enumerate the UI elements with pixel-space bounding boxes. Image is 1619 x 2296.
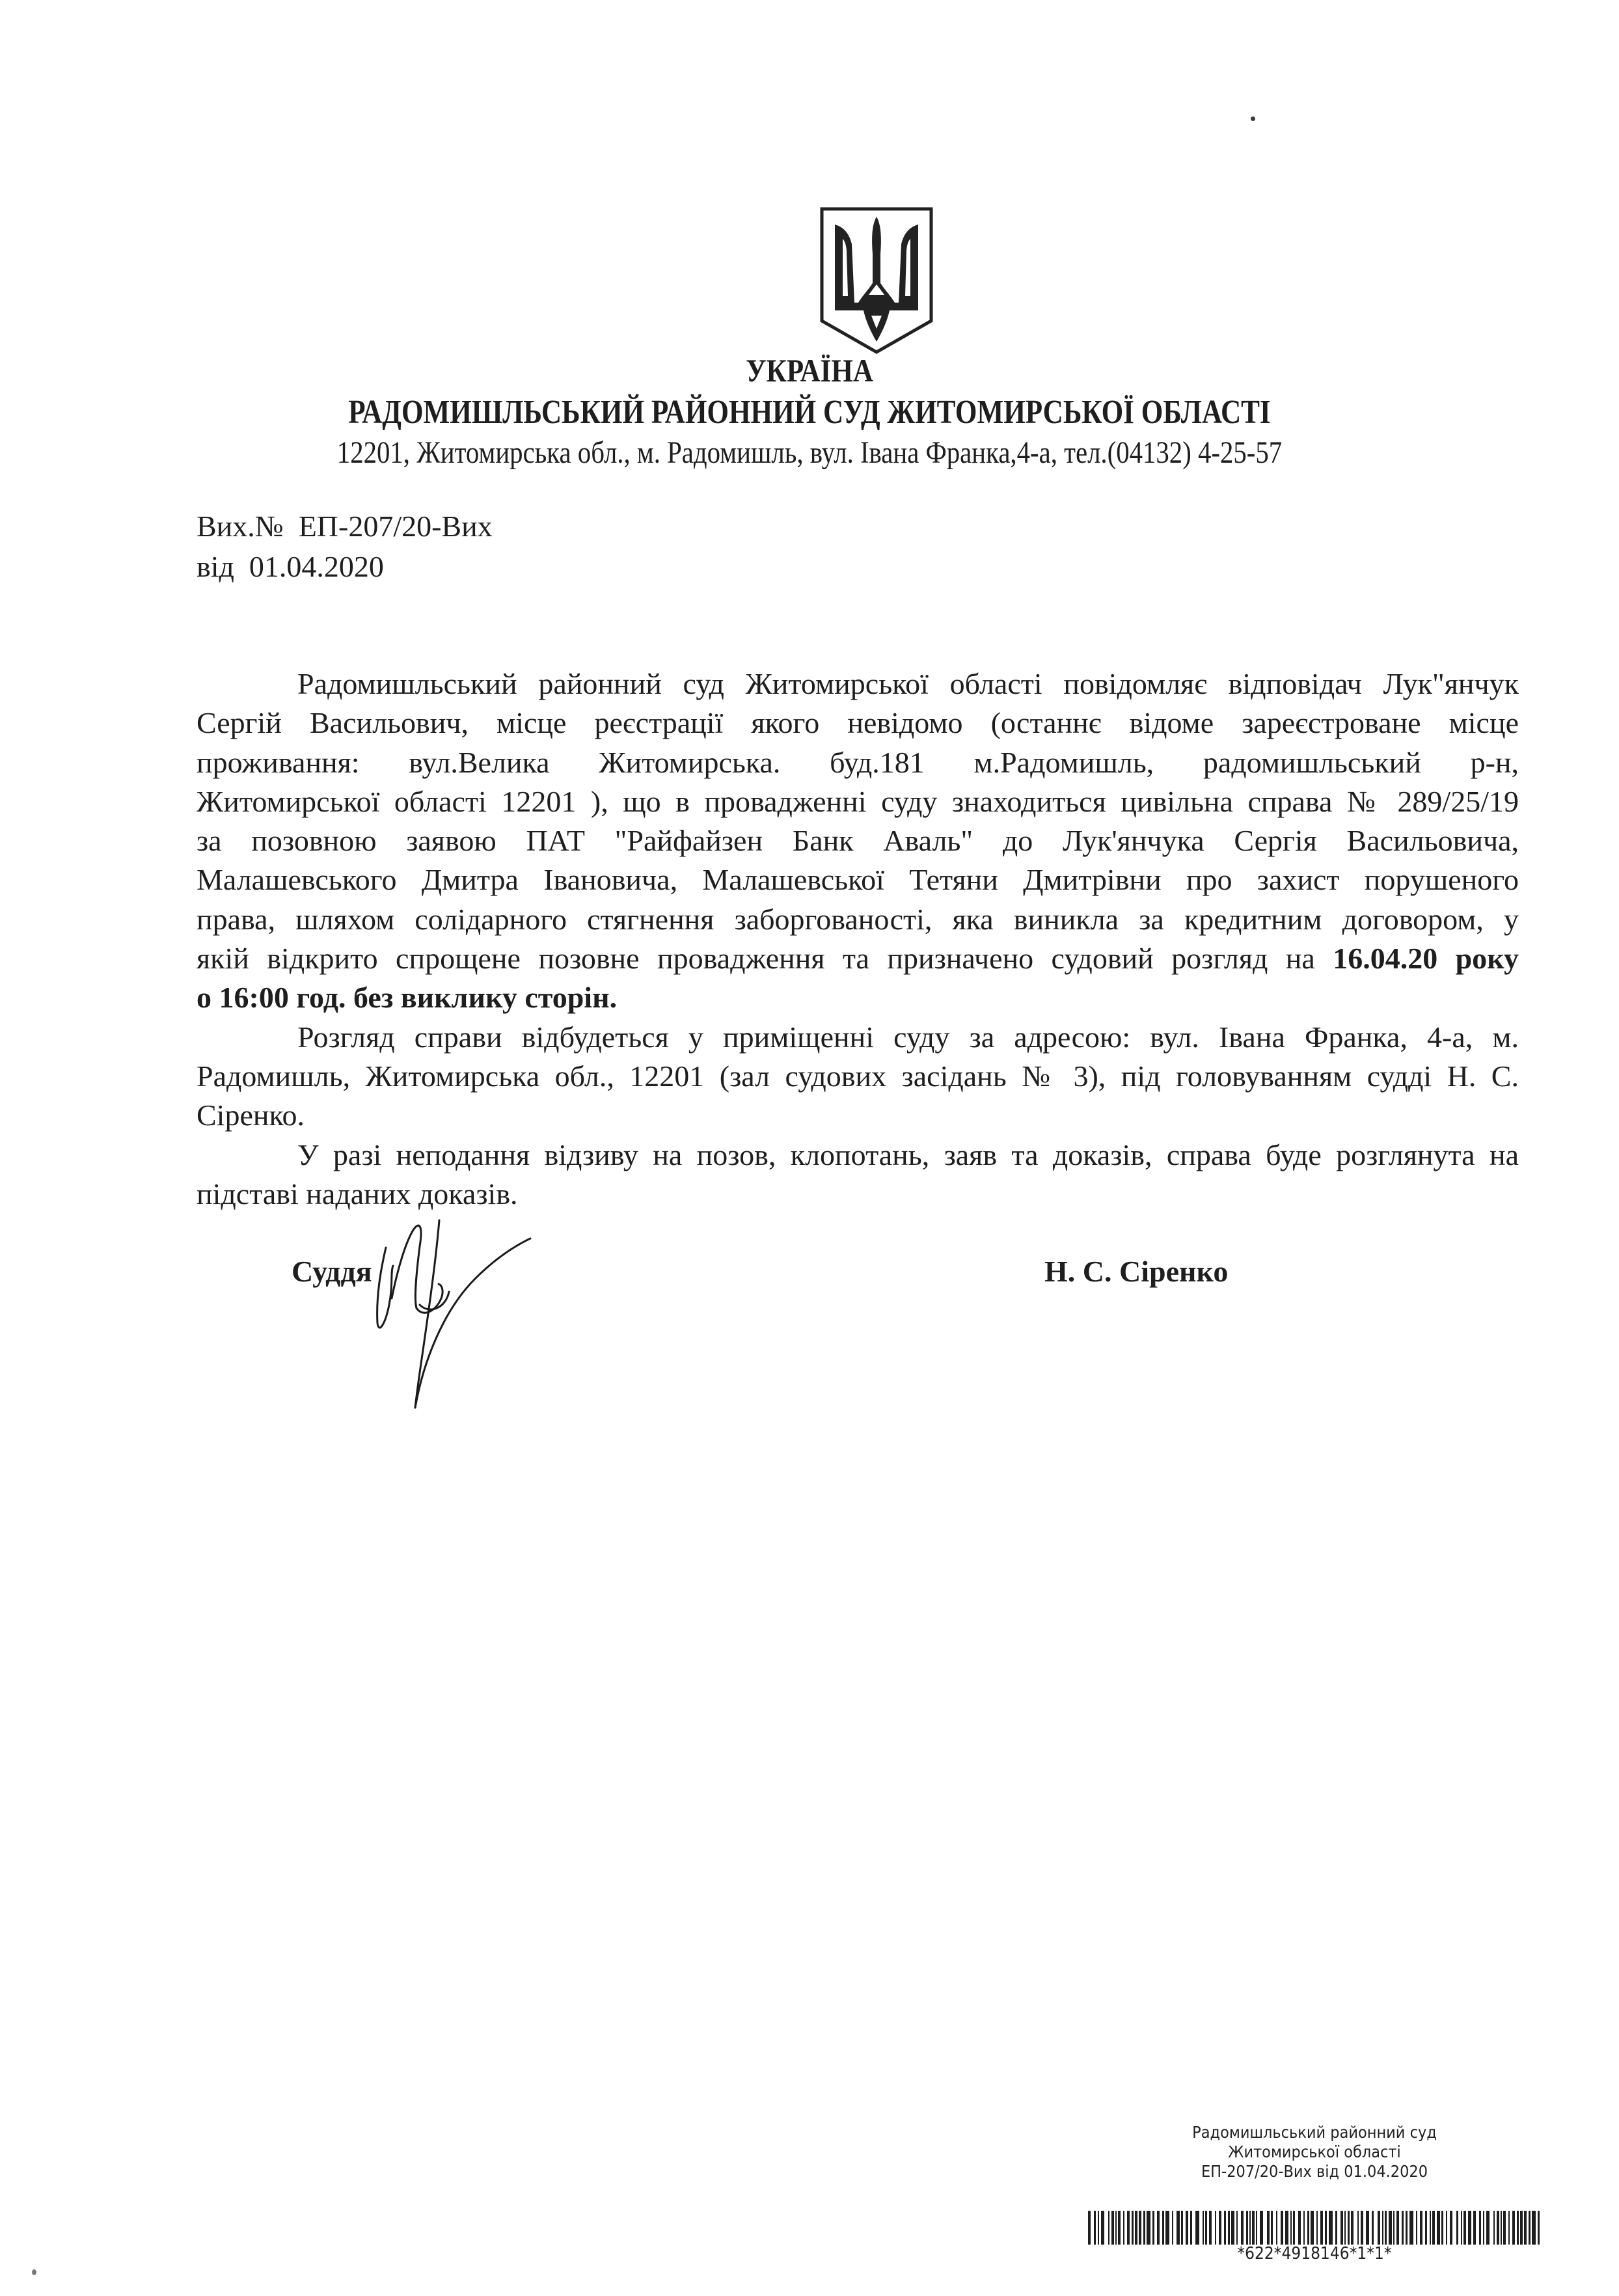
- barcode-bar: [1538, 2211, 1540, 2245]
- barcode-bar: [1123, 2211, 1124, 2245]
- barcode-bar: [1127, 2211, 1130, 2245]
- scan-speck: [1251, 116, 1255, 121]
- barcode-bar: [1503, 2211, 1506, 2245]
- barcode-bar: [1260, 2211, 1263, 2245]
- barcode-bar: [1508, 2211, 1510, 2245]
- barcode-bar: [1493, 2211, 1495, 2245]
- barcode-bar: [1344, 2211, 1346, 2245]
- registration-stamp: [1080, 2123, 1549, 2181]
- body-line: Сергій Васильович, місце реєстрації якого невідомо (останнє відоме зареєстроване місце: [197, 706, 1519, 740]
- body-line: за позовною заявою ПАТ "Райфайзен Банк Аваль" до Лук'янчука Сергія Васильовича,: [197, 824, 1519, 858]
- handwritten-signature-icon: [351, 1201, 586, 1409]
- barcode-bar: [1389, 2211, 1392, 2245]
- barcode-bar: [1147, 2211, 1150, 2245]
- body-line: Радомишльський районний суд Житомирської області повідомляє відповідач Лук"янчук: [297, 667, 1519, 700]
- barcode-bar: [1441, 2211, 1443, 2245]
- barcode-bar: [1249, 2211, 1251, 2245]
- judge-name: Н. С. Сіренко: [1044, 1255, 1229, 1288]
- outgoing-date: від 01.04.2020: [197, 550, 384, 583]
- barcode-bar: [1111, 2211, 1114, 2245]
- barcode-bar: [1501, 2211, 1502, 2245]
- hearing-date: 16.04.20 року: [1333, 942, 1519, 976]
- barcode-bar: [1409, 2211, 1413, 2245]
- body-line: Радомишль, Житомирська обл., 12201 (зал судових засідань № 3), під головуванням судді Н. С.: [197, 1059, 1519, 1093]
- barcode-bar: [1524, 2211, 1527, 2245]
- barcode-bar: [1425, 2211, 1427, 2245]
- coat-of-arms-icon: [818, 205, 935, 355]
- barcode-bar: [1420, 2211, 1422, 2245]
- judge-label: Суддя: [292, 1255, 372, 1288]
- country-heading: УКРАЇНА: [746, 352, 873, 389]
- barcode-bar: [1215, 2211, 1216, 2245]
- signature-block: [0, 1240, 1619, 1402]
- barcode-bar: [1473, 2211, 1476, 2245]
- barcode-bar: [1307, 2211, 1309, 2245]
- barcode-bar: [1108, 2211, 1109, 2245]
- hearing-time: о 16:00 год. без виклику сторін.: [197, 981, 618, 1015]
- barcode-bar: [1393, 2211, 1395, 2245]
- barcode-bar: [1486, 2211, 1490, 2245]
- barcode-bar: [1378, 2211, 1380, 2245]
- barcode-bar: [1190, 2211, 1192, 2245]
- barcode-bar: [1340, 2211, 1343, 2245]
- body-line: [197, 978, 1519, 1017]
- barcode-bar: [1118, 2211, 1121, 2245]
- barcode-bar: [1298, 2211, 1301, 2245]
- body-line: У разі неподання відзиву на позов, клопотань, заяв та доказів, справа буде розглянута на: [297, 1138, 1519, 1171]
- barcode-number: *622*4918146*1*1*: [1237, 2244, 1392, 2263]
- scan-speck: [32, 2269, 36, 2275]
- barcode-bar: [1135, 2211, 1137, 2245]
- barcode-bar: [1143, 2211, 1145, 2245]
- barcode-bar: [1520, 2211, 1523, 2245]
- barcode-bar: [1252, 2211, 1255, 2245]
- barcode-bar: [1320, 2211, 1323, 2245]
- barcode-bar: [1463, 2211, 1466, 2245]
- barcode-bar: [1276, 2211, 1277, 2245]
- barcode-bar: [1224, 2211, 1226, 2245]
- body-line: проживання: вул.Велика Житомирська. буд.181 м.Радомишль, радомишльський р-н,: [197, 745, 1519, 779]
- outgoing-number: Вих.№ ЕП-207/20-Вих: [197, 510, 493, 543]
- barcode-bar: [1219, 2211, 1221, 2245]
- barcode-bar: [1366, 2211, 1369, 2245]
- barcode-bar: [1456, 2211, 1458, 2245]
- barcode-bar: [1483, 2211, 1484, 2245]
- barcode-bar: [1479, 2211, 1481, 2245]
- barcode-bar: [1181, 2211, 1183, 2245]
- barcode-bar: [1396, 2211, 1399, 2245]
- barcode-bar: [1195, 2211, 1199, 2245]
- stamp-court-line: Радомишльський районний суд: [1192, 2123, 1437, 2142]
- barcode-bar: [1205, 2211, 1207, 2245]
- barcode-bar: [1450, 2211, 1452, 2245]
- barcode-bar: [1098, 2211, 1099, 2245]
- court-address: 12201, Житомирська обл., м. Радомишль, вул. Івана Франка,4-а, тел.(04132) 4-25-57: [336, 435, 1283, 470]
- barcode-bar: [1152, 2211, 1154, 2245]
- barcode-bar: [1203, 2211, 1204, 2245]
- barcode-bar: [1497, 2211, 1499, 2245]
- barcode-bar: [1446, 2211, 1447, 2245]
- body-line: Малашевського Дмитра Івановича, Малашевської Тетяни Дмитрівни про захист порушеного: [197, 863, 1519, 897]
- barcode-bar: [1357, 2211, 1359, 2245]
- barcode-icon: [1088, 2211, 1541, 2245]
- barcode-bar: [1271, 2211, 1273, 2245]
- barcode-bar: [1461, 2211, 1462, 2245]
- letter-body: [197, 664, 1519, 1214]
- body-line: підставі наданих доказів.: [197, 1177, 518, 1210]
- barcode-bar: [1139, 2211, 1141, 2245]
- barcode-bar: [1432, 2211, 1435, 2245]
- barcode-bar: [1241, 2211, 1244, 2245]
- barcode-bar: [1228, 2211, 1230, 2245]
- body-line: Житомирської області 12201 ), що в провадженні суду знаходиться цивільна справа № 289/25/19: [197, 784, 1519, 818]
- barcode-bar: [1406, 2211, 1408, 2245]
- barcode-bar: [1281, 2211, 1283, 2245]
- barcode-bar: [1088, 2211, 1091, 2245]
- barcode-bar: [1468, 2211, 1471, 2245]
- barcode-bar: [1256, 2211, 1257, 2245]
- barcode-bar: [1311, 2211, 1314, 2245]
- barcode-bar: [1290, 2211, 1292, 2245]
- body-line: Розгляд справи відбудеться у приміщенні суду за адресою: вул. Івана Франка, 4-а, м.: [297, 1020, 1519, 1054]
- body-line: [197, 939, 1519, 978]
- body-text: якій відкрито спрощене позовне провадження та призначено судовий розгляд на: [197, 942, 1333, 976]
- barcode-bar: [1236, 2211, 1238, 2245]
- barcode-bar: [1267, 2211, 1270, 2245]
- barcode-bar: [1416, 2211, 1417, 2245]
- barcode-bar: [1209, 2211, 1212, 2245]
- barcode-bar: [1402, 2211, 1404, 2245]
- barcode-bar: [1361, 2211, 1363, 2245]
- barcode-bar: [1316, 2211, 1318, 2245]
- barcode-bar: [1132, 2211, 1134, 2245]
- barcode-bar: [1172, 2211, 1173, 2245]
- barcode-bar: [1162, 2211, 1164, 2245]
- barcode-bar: [1437, 2211, 1440, 2245]
- body-line: права, шляхом солідарного стягнення заборгованості, яка виникла за кредитним договором, у: [197, 902, 1519, 936]
- barcode-bar: [1231, 2211, 1234, 2245]
- court-name-heading: РАДОМИШЛЬСЬКИЙ РАЙОННИЙ СУД ЖИТОМИРСЬКОЇ ОБЛАСТІ: [348, 394, 1271, 431]
- barcode-bar: [1157, 2211, 1160, 2245]
- barcode-bar: [1329, 2211, 1333, 2245]
- barcode-bar: [1285, 2211, 1288, 2245]
- barcode-bar: [1177, 2211, 1180, 2245]
- barcode-bar: [1335, 2211, 1337, 2245]
- stamp-reference-line: ЕП-207/20-Вих від 01.04.2020: [1201, 2162, 1428, 2181]
- barcode-bar: [1351, 2211, 1354, 2245]
- barcode-bar: [1293, 2211, 1295, 2245]
- barcode-bar: [1532, 2211, 1536, 2245]
- barcode-bar: [1529, 2211, 1531, 2245]
- barcode-bar: [1303, 2211, 1305, 2245]
- body-line: Сіренко.: [197, 1099, 305, 1132]
- barcode-bar: [1165, 2211, 1169, 2245]
- barcode-bar: [1512, 2211, 1515, 2245]
- barcode-bar: [1101, 2211, 1104, 2245]
- barcode-bar: [1348, 2211, 1350, 2245]
- barcode-bar: [1094, 2211, 1096, 2245]
- stamp-region-line: Житомирської області: [1228, 2142, 1401, 2161]
- barcode-bar: [1385, 2211, 1387, 2245]
- barcode-bar: [1430, 2211, 1431, 2245]
- barcode-bar: [1517, 2211, 1519, 2245]
- barcode-bar: [1372, 2211, 1374, 2245]
- barcode-bar: [1325, 2211, 1327, 2245]
- barcode-bar: [1186, 2211, 1188, 2245]
- barcode-bar: [1115, 2211, 1117, 2245]
- barcode-bar: [1246, 2211, 1248, 2245]
- barcode-bar: [1382, 2211, 1383, 2245]
